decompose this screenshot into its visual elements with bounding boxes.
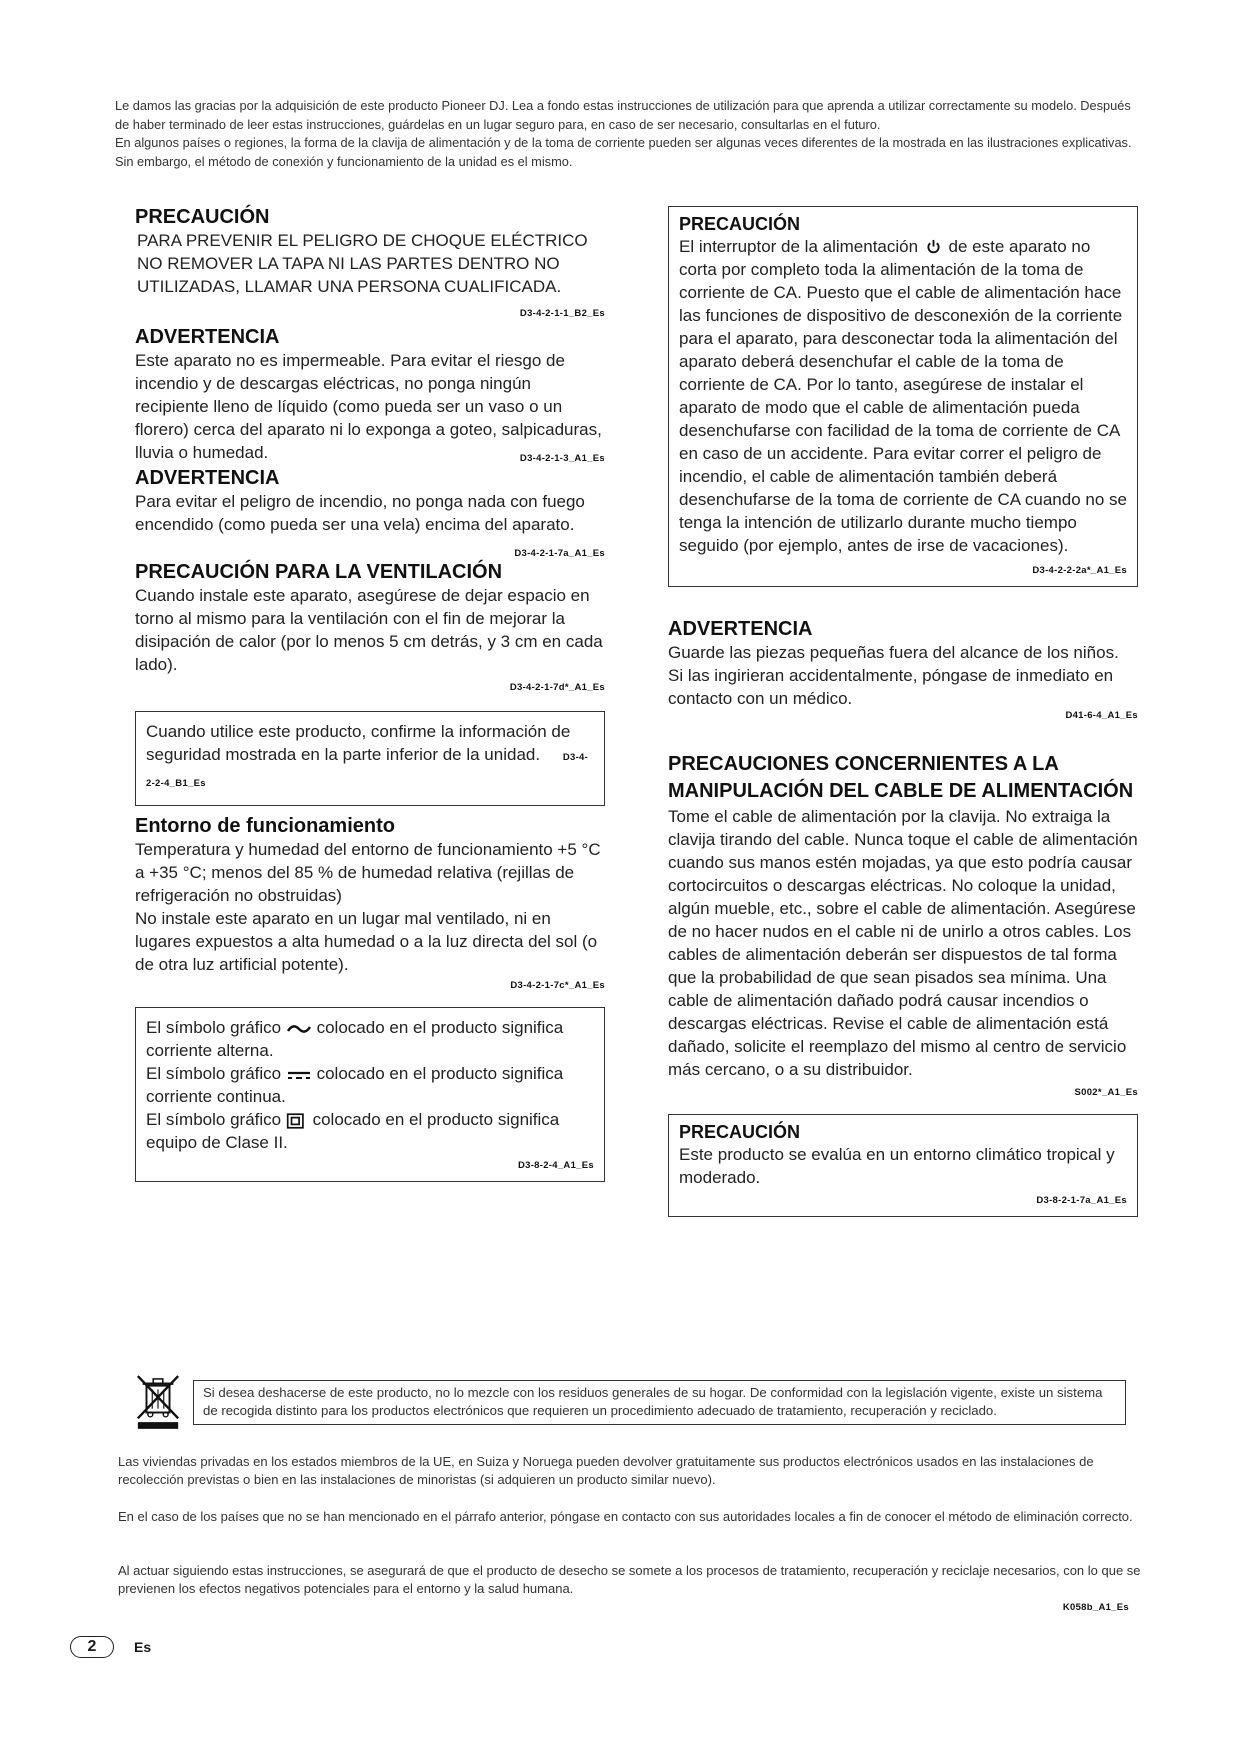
- environment-title: Entorno de funcionamiento: [135, 815, 395, 837]
- warning-water-text: Este aparato no es impermeable. Para evitar el riesgo de incendio y de descargas eléctricas, no ponga ningún recipiente lleno de líquido (como pueda ser un vaso o un florero) cerca del aparato ni lo exponga a goteo, salpicaduras, lluvia o humedad.: [135, 351, 602, 462]
- intro-text: [115, 97, 1145, 171]
- warning-water-body: [135, 349, 605, 464]
- page-number: 2: [87, 1638, 97, 1655]
- page-language: Es: [134, 1639, 152, 1655]
- symbol-dc-desc: colocado en el producto significa corriente continua.: [146, 1064, 564, 1106]
- left-column: [135, 205, 605, 1182]
- disposal-paragraph-2: [118, 1508, 1143, 1526]
- power-icon: [926, 239, 941, 254]
- disposal-paragraph-1-text: Las viviendas privadas en los estados miembros de la UE, en Suiza y Noruega pueden devolver gratuitamente sus productos electrónicos usados en las instalaciones de recolección previstas o bien en las instalaciones de minoristas (si adquieren un producto similar nuevo).: [118, 1454, 1094, 1487]
- warning-water-title: ADVERTENCIA: [135, 326, 280, 348]
- caution-section: [135, 205, 605, 319]
- disposal-box: [193, 1380, 1126, 1425]
- small-parts-warning-body: Guarde las piezas pequeñas fuera del alcance de los niños. Si las ingirieran accidentalmente, póngase de inmediato en contacto con un médico.: [668, 643, 1119, 708]
- environment-section: [135, 814, 605, 991]
- power-cable-code: S002*_A1_Es: [1074, 1087, 1138, 1098]
- power-switch-caution-box: [668, 206, 1138, 587]
- weee-bin-icon: [134, 1372, 182, 1430]
- climate-caution-box: [668, 1114, 1138, 1217]
- dc-symbol-icon: [286, 1067, 312, 1083]
- small-parts-warning-title: ADVERTENCIA: [668, 618, 813, 640]
- power-switch-text-b: de este aparato no corta por completo toda la alimentación de la toma de corriente de CA. Puesto que el cable de alimentación hace las funciones de dispositivo de desconexión de la corriente para el aparato, para desconectar toda la alimentación del aparato deberá desenchufar el cable de la toma de corriente de CA. Por lo tanto, asegúrese de instalar el aparato de modo que el cable de alimentación pueda desenchufarse con facilidad de la toma de corriente de CA en caso de un accidente. Para evitar correr el peligro de incendio, el cable de alimentación también deberá desenchufarse de la toma de corriente de CA cuando no se tenga la intención de utilizarlo durante mucho tiempo seguido (por ejemplo, antes de irse de vacaciones).: [679, 237, 1127, 555]
- power-switch-caution-body: [679, 235, 1127, 557]
- intro-paragraph-2: En algunos países o regiones, la forma de la clavija de alimentación y de la toma de corriente pueden ser algunas veces diferentes de la mostrada en las ilustraciones explicativas. Sin embargo, el método de conexión y funcionamiento de la unidad es el mismo.: [115, 135, 1132, 169]
- warning-fire-text: Para evitar el peligro de incendio, no ponga nada con fuego encendido (como pueda ser una vela) encima del aparato.: [135, 492, 585, 534]
- intro-paragraph-1: Le damos las gracias por la adquisición de este producto Pioneer DJ. Lea a fondo estas instrucciones de utilización para que aprenda a utilizar correctamente su modelo. Después de haber terminado de leer estas instrucciones, guárdelas en un lugar seguro para, en caso de ser necesario, consultarlas en el futuro.: [115, 98, 1131, 132]
- safety-info-text: Cuando utilice este producto, confirme la información de seguridad mostrada en la parte inferior de la unidad.: [146, 722, 571, 764]
- small-parts-warning-code: D41-6-4_A1_Es: [1065, 710, 1138, 721]
- power-cable-body: Tome el cable de alimentación por la clavija. No extraiga la clavija tirando del cable. Nunca toque el cable de alimentación cuando sus manos estén mojadas, ya que esto podría causar cortocircuitos o descargas eléctricas. No coloque la unidad, algún mueble, etc., sobre el cable de alimentación. Asegúrese de no hacer nudos en el cable ni de unirlo a otros cables. Los cables de alimentación deberán ser dispuestos de tal forma que la probabilidad de que sean pisados sea mínima. Una cable de alimentación dañado podrá causar incendios o descargas eléctricas. Revise el cable de alimentación está dañado, solicite el reemplazo del mismo al centro de servicio más cercano, o a su distribuidor.: [668, 807, 1138, 1079]
- power-cable-section: [668, 751, 1138, 1098]
- symbol-ac-label: El símbolo gráfico: [146, 1018, 282, 1037]
- power-switch-code: D3-4-2-2-2a*_A1_Es: [1032, 565, 1127, 576]
- symbol-dc-label: El símbolo gráfico: [146, 1064, 282, 1083]
- power-switch-text-a: El interruptor de la alimentación: [679, 237, 919, 256]
- ventilation-code: D3-4-2-1-7d*_A1_Es: [509, 682, 605, 693]
- symbol-class2-label: El símbolo gráfico: [146, 1110, 282, 1129]
- environment-code: D3-4-2-1-7c*_A1_Es: [510, 980, 605, 991]
- symbols-box: [135, 1007, 605, 1182]
- caution-code: D3-4-2-1-1_B2_Es: [519, 308, 605, 319]
- symbol-ac-text: [146, 1016, 594, 1062]
- safety-info-code: D3-4-2-2-4_B1_Es: [146, 752, 589, 789]
- power-cable-title: PRECAUCIONES CONCERNIENTES A LA MANIPULACIÓN DEL CABLE DE ALIMENTACIÓN: [668, 753, 1134, 802]
- warning-water-code: D3-4-2-1-3_A1_Es: [519, 453, 605, 464]
- environment-body-1: Temperatura y humedad del entorno de funcionamiento +5 °C a +35 °C; menos del 85 % de humedad relativa (rejillas de refrigeración no obstruidas): [135, 840, 601, 905]
- warning-fire-title: ADVERTENCIA: [135, 467, 280, 489]
- climate-caution-code: D3-8-2-1-7a_A1_Es: [1036, 1195, 1127, 1206]
- climate-caution-title: PRECAUCIÓN: [679, 1122, 801, 1142]
- climate-caution-body: Este producto se evalúa en un entorno climático tropical y moderado.: [679, 1145, 1115, 1187]
- warning-fire-section: [135, 466, 605, 559]
- ventilation-body: Cuando instale este aparato, asegúrese de dejar espacio en torno al mismo para la ventilación con el fin de mejorar la disipación de calor (por lo menos 5 cm detrás, y 3 cm en cada lado).: [135, 586, 603, 674]
- symbol-dc-text: [146, 1062, 594, 1108]
- disposal-paragraph-2-text: En el caso de los países que no se han mencionado en el párrafo anterior, póngase en contacto con sus autoridades locales a fin de conocer el método de eliminación correcto.: [118, 1509, 1133, 1524]
- disposal-paragraph-3-text: Al actuar siguiendo estas instrucciones, se asegurará de que el producto de desecho se somete a los procesos de tratamiento, recuperación y reciclaje necesarios, con lo que se previenen los efectos negativos potenciales para el entorno y la salud humana.: [118, 1563, 1141, 1596]
- symbol-class2-text: [146, 1108, 594, 1154]
- environment-body-2: No instale este aparato en un lugar mal ventilado, ni en lugares expuestos a alta humedad o a la luz directa del sol (o de otra luz artificial potente).: [135, 909, 598, 974]
- disposal-code: K058b_A1_Es: [1062, 1602, 1129, 1613]
- right-column: [668, 206, 1138, 1217]
- safety-info-box: [135, 711, 605, 806]
- class-ii-symbol-icon: [286, 1112, 308, 1130]
- ventilation-section: [135, 560, 605, 693]
- page-number-badge: [70, 1636, 114, 1658]
- ac-symbol-icon: [286, 1021, 312, 1037]
- caution-title: PRECAUCIÓN: [135, 206, 270, 228]
- power-switch-caution-title: PRECAUCIÓN: [679, 214, 801, 234]
- warning-fire-code: D3-4-2-1-7a_A1_Es: [514, 548, 605, 559]
- safety-info-body: [146, 720, 594, 795]
- ventilation-title: PRECAUCIÓN PARA LA VENTILACIÓN: [135, 561, 503, 583]
- warning-fire-body: [135, 490, 605, 559]
- small-parts-warning-section: [668, 617, 1138, 721]
- symbol-class2-desc: colocado en el producto significa equipo de Clase II.: [146, 1110, 560, 1152]
- symbols-code: D3-8-2-4_A1_Es: [517, 1160, 594, 1171]
- warning-water-section: [135, 325, 605, 464]
- symbol-ac-desc: colocado en el producto significa corriente alterna.: [146, 1018, 564, 1060]
- disposal-paragraph-1: [118, 1453, 1143, 1489]
- caution-body: PARA PREVENIR EL PELIGRO DE CHOQUE ELÉCTRICO NO REMOVER LA TAPA NI LAS PARTES DENTRO NO UTILIZADAS, LLAMAR UNA PERSONA CUALIFICADA.: [137, 231, 588, 296]
- disposal-box-text: Si desea deshacerse de este producto, no lo mezcle con los residuos generales de su hogar. De conformidad con la legislación vigente, existe un sistema de recogida distinto para los productos electrónicos que requieren un procedimiento adecuado de tratamiento, recuperación y reciclado.: [203, 1385, 1103, 1418]
- disposal-paragraph-3: [118, 1562, 1143, 1598]
